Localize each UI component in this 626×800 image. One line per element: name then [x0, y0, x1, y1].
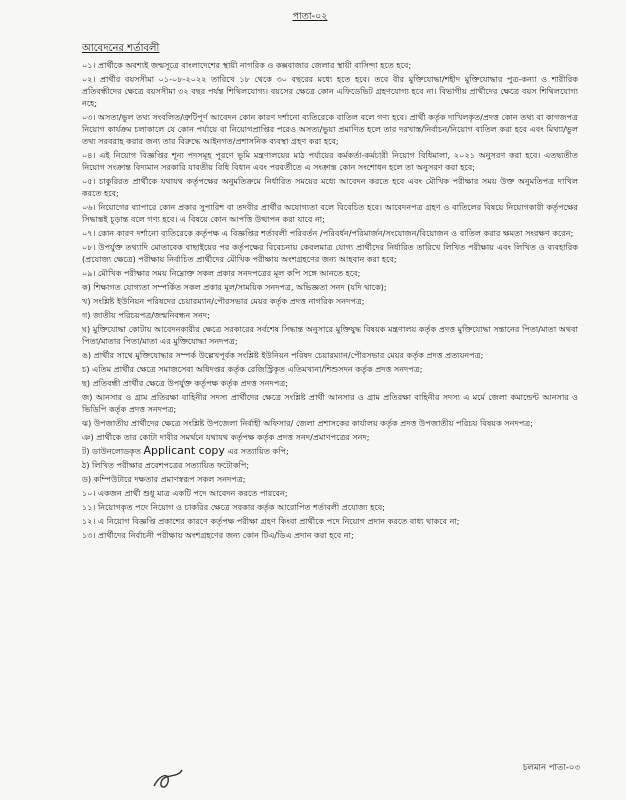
conditions-tail-list — [82, 459, 578, 541]
condition-item: ঝ) উপজাতীয় প্রার্থীদের ক্ষেত্রে সংশ্লিষ্ট উপজেলা নির্বাহী অফিসার/ জেলা প্রশাসকের কার্যালয় কর্তৃক প্রদত্ত উপজাতীয় পরিচয় বিষয়ক সনদপত্র; — [82, 418, 533, 428]
section-title: আবেদনের শর্তাবলী — [82, 43, 160, 54]
condition-item: ০৫। চাকুরিরত প্রার্থীকে যথাযথ কর্তৃপক্ষের অনুমতিক্রমে নির্ধারিত সময়ের মধ্যে আবেদন করতে হবে এবং মৌখিক পরীক্ষার সময় উক্ত অনুমতিপত্র দাখিল করতে হবে; — [82, 176, 578, 198]
condition-item: ঞ) প্রার্থীকে তার কোটা দাবীর সমর্থনে যথাযথ কর্তৃপক্ষ কর্তৃক প্রদত্ত সনদ/প্রমাণপত্রের সনদ; — [82, 432, 370, 442]
condition-item: গ) জাতীয় পরিচয়পত্র/জন্মনিবন্ধন সনদ; — [82, 310, 210, 320]
applicant-copy-suffix: এর সত্যায়িত কপি; — [224, 446, 289, 456]
applicant-copy-highlight: Applicant copy — [143, 444, 225, 457]
condition-item: জ) আনসার ও গ্রাম প্রতিরক্ষা বাহিনীর সদস্য প্রার্থীদের ক্ষেত্রে সংশ্লিষ্ট প্রার্থী আনসার ও গ্রাম প্রতিরক্ষা বাহিনীর সদস্য এ মর্মে জেলা কমান্ডেন্ট আনসার ও ভিডিপি কর্তৃক প্রদত্ত সনদপত্র; — [82, 392, 578, 414]
condition-item: ০২। প্রার্থীর বয়সসীমা ০১-০৮-২০২২ তারিখে ১৮ থেকে ৩০ বছরের মধ্যে হতে হবে। তবে বীর মুক্তিযোদ্ধা/শহীদ মুক্তিযোদ্ধার পুত্র-কন্যা ও শারীরিক প্রতিবন্ধীদের ক্ষেত্রে বয়সসীমা ৩২ বছর পর্যন্ত শিথিলযোগ্য। বয়সের ক্ষেত্রে কোন এফিডেভিট গ্রহণযোগ্য হবে না। বিভাগীয় প্রার্থীদের ক্ষেত্রে বয়স শিথিলযোগ্য নহে; — [82, 74, 578, 108]
condition-item: ১১। নিয়োগকৃত পদে নিয়োগ ও চাকরির ক্ষেত্রে সরকার কর্তৃক আরোপিত শর্তাবলী প্রযোজ্য হবে; — [82, 502, 385, 512]
condition-item: ১২। এ নিয়োগ বিজ্ঞপ্তি প্রকাশের কারণে কর্তৃপক্ষ পরীক্ষা গ্রহণ কিংবা প্রার্থীকে পদে নিয়োগ প্রদান করতে বাধ্য থাকবে না; — [82, 516, 460, 526]
page-number: পাতা-০২ — [292, 11, 328, 22]
condition-item: ঘ) মুক্তিযোদ্ধা কোটায় আবেদনকারীর ক্ষেত্রে সরকারের সর্বশেষ সিদ্ধান্ত অনুসারে মুক্তিযুদ্ধ বিষয়ক মন্ত্রণালয় কর্তৃক প্রদত্ত মুক্তিযোদ্ধা সন্তানের পিতা/মাতা অথবা পিতা/মাতার পিতা/মাতা এর মুক্তিযোদ্ধা সনদপত্র; — [82, 324, 578, 346]
condition-item: ০৩। অসত্য/ভুল তথ্য সংবলিত/ত্রুটিপূর্ণ আবেদন কোন কারণ দর্শানো ব্যতিরেকে বাতিল বলে গণ্য হবে। প্রার্থী কর্তৃক দাখিলকৃত/প্রদত্ত কোন তথ্য বা কাগজপত্র নিয়োগ কার্যক্রম চলাকালে যে কোন পর্যায়ে বা নিয়োগপ্রাপ্তির পরেও অসত্য/ভুয়া প্রমাণিত হলে তার দরখাস্ত/নির্বাচন/নিয়োগ বাতিল করা হবে এবং মিথ্যা/ভুল তথ্য সরবরাহ করার জন্য তার বিরুদ্ধে আইনগত/প্রশাসনিক ব্যবস্থা গ্রহণ করা হবে; — [82, 112, 578, 146]
condition-item: ০৬। নিয়োগের ব্যাপারে কোন প্রকার সুপারিশ বা তদবীর প্রার্থীর অযোগ্যতা বলে বিবেচিত হবে। আবেদনপত্র গ্রহণ ও বাতিলের বিষয়ে নিয়োগকারী কর্তৃপক্ষের সিদ্ধান্তই চূড়ান্ত বলে গণ্য হবে। এ বিষয়ে কোন আপত্তি উত্থাপন করা যাবে না; — [82, 202, 578, 224]
condition-item: ০৮। উপর্যুক্ত তথ্যাদি মোতাবেক বাছাইয়ের পর কর্তৃপক্ষের বিবেচনায় কেবলমাত্র যোগ্য প্রার্থীদের নির্ধারিত তারিখে লিখিত পরীক্ষায় এবং লিখিত ও ব্যবহারিক (প্রযোজ্য ক্ষেত্রে) পরীক্ষায় নির্বাচিত প্রার্থীদের মৌখিক পরীক্ষায় অংশগ্রহণের জন্য আহবান করা হবে; — [82, 242, 578, 264]
signature-mark — [148, 764, 188, 794]
condition-item — [82, 445, 578, 457]
condition-item: ঠ) লিখিত পরীক্ষার প্রবেশপত্রের সত্যায়িত ফটোকপি; — [82, 460, 250, 470]
applicant-copy-prefix: ট) ডাউনলোডকৃত — [82, 446, 144, 456]
condition-item: ০৭। কোন কারণ দর্শানো ব্যতিরেকে কর্তৃপক্ষ এ বিজ্ঞপ্তির শর্তাবলী পরিবর্তন /পরিবর্ধন/পরিমার্জন/সংযোজন/বিয়োজন ও বাতিল করার ক্ষমতা সংরক্ষণ করেন; — [82, 228, 574, 238]
conditions-list — [82, 59, 578, 443]
condition-item: ছ) প্রতিবন্ধী প্রার্থীর ক্ষেত্রে উপর্যুক্ত কর্তৃপক্ষ কর্তৃক প্রদত্ত সনদপত্র; — [82, 378, 288, 388]
condition-item: ঙ) প্রার্থীর সাথে মুক্তিযোদ্ধার সম্পর্ক উল্লেখপূর্বক সংশ্লিষ্ট ইউনিয়ন পরিষদ চেয়ারম্যান/পৌরসভার মেয়র কর্তৃক প্রদত্ত প্রত্যয়নপত্র; — [82, 350, 484, 360]
condition-item: চ) এতিম প্রার্থীর ক্ষেত্রে সমাজসেবা অধিদপ্তর কর্তৃক রেজিস্ট্রিকৃত এতিমখানা/শিশুসদন কর্তৃক প্রদত্ত সনদপত্র; — [82, 364, 423, 374]
condition-item: ০৪। এই নিয়োগ বিজ্ঞপ্তির শূন্য পদসমূহ পূরণে ভূমি মন্ত্রণালয়ের মাঠ পর্যায়ের কর্মকর্তা-কর্মচারী নিয়োগ বিধিমালা, ২০২১ অনুসরণ করা হবে। এতদ্ব্যতীত নিয়োগ সংক্রান্ত বিদ্যমান সরকারি যাবতীয় বিধি বিধান এবং পরবর্তীতে এ সংক্রান্ত কোন সংশোধন হলে তা অনুসরণ করা হবে; — [82, 150, 578, 172]
condition-item: ১০। একজন প্রার্থী শুধু মাত্র একটি পদে আবেদন করতে পারবেন; — [82, 488, 288, 498]
condition-item: ১৩। প্রার্থীদের নির্বাচনী পরীক্ষায় অংশগ্রহণের জন্য কোন টিএ/ডিএ প্রদান করা হবে না; — [82, 530, 354, 540]
continued-page-note: চলমান পাতা-০৩ — [522, 763, 580, 773]
condition-item: ড) কম্পিউটারে দক্ষতার প্রমাণস্বরূপ সকল সনদপত্র; — [82, 474, 246, 484]
condition-item: ০৯। মৌখিক পরীক্ষার সময় নিম্নোক্ত সকল প্রকার সনদপত্রের মূল কপি সঙ্গে আনতে হবে; — [82, 268, 361, 278]
condition-item: ০১। প্রার্থীকে অবশ্যই জন্মসূত্রে বাংলাদেশের স্থায়ী নাগরিক ও কক্সবাজার জেলার স্থায়ী বাসিন্দা হতে হবে; — [82, 60, 412, 70]
condition-item: ক) শিক্ষাগত যোগ্যতা সম্পর্কিত সকল প্রকার মূল/সাময়িক সনদপত্র, অভিজ্ঞতা সনদ (যদি থাকে); — [82, 282, 387, 292]
condition-item: খ) সংশ্লিষ্ট ইউনিয়ন পরিষদের চেয়ারম্যান/পৌরসভার মেয়র কর্তৃক প্রদত্ত নাগরিক সনদপত্র; — [82, 296, 365, 306]
